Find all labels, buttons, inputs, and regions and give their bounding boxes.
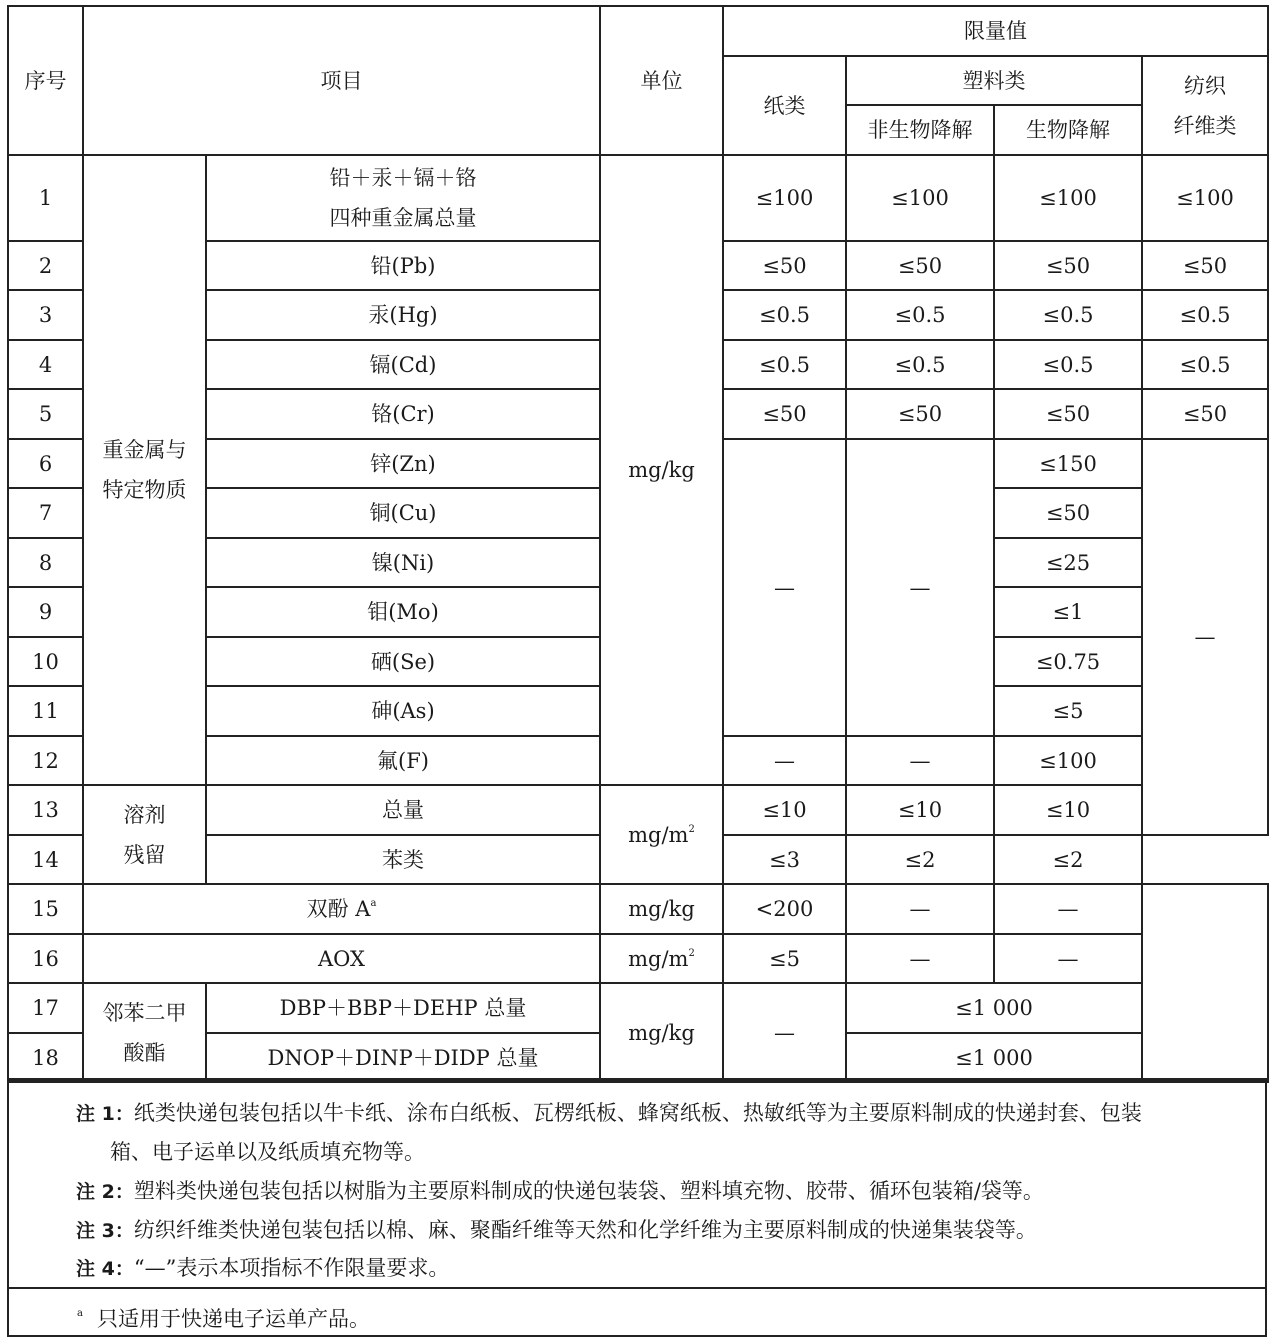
paper-value: ≤3	[723, 835, 846, 884]
non-bio-value: ≤100	[846, 155, 994, 241]
paper-value: <200	[723, 884, 846, 934]
bio-value: —	[994, 934, 1142, 983]
header-biodegradable: 生物降解	[994, 105, 1142, 155]
item-name: 镉(Cd)	[206, 340, 600, 389]
non-bio-value: ≤50	[846, 389, 994, 439]
note-2: 注 2：塑料类快递包装包括以树脂为主要原料制成的快递包装袋、塑料填充物、胶带、循环包装箱/袋等。	[76, 1179, 1044, 1203]
unit-cell: mg/kg	[600, 983, 723, 1082]
row-number: 4	[8, 340, 83, 389]
row-number: 3	[8, 290, 83, 340]
non-bio-value: —	[846, 736, 994, 785]
row-number: 14	[8, 835, 83, 884]
footnote-divider	[9, 1287, 1265, 1289]
item-name: 双酚 $A^a$	[83, 884, 600, 934]
group-heavy-metals: 重金属与 特定物质	[83, 155, 206, 785]
item-name: DBP＋BBP＋DEHP 总量	[206, 983, 600, 1033]
textile-value: ≤100	[1142, 155, 1268, 241]
paper-value: —	[723, 439, 846, 736]
paper-value: ≤5	[723, 934, 846, 983]
header-plastic: 塑料类	[846, 56, 1142, 105]
item-name: 铅＋汞＋镉＋铬 四种重金属总量	[206, 155, 600, 241]
bio-value: ≤0.5	[994, 340, 1142, 389]
textile-value: ≤50	[1142, 389, 1268, 439]
unit-cell: $mg/m^2$	[600, 934, 723, 983]
item-name: DNOP＋DINP＋DIDP 总量	[206, 1033, 600, 1082]
paper-value: —	[723, 736, 846, 785]
plastic-value: ≤1 000	[846, 1033, 1142, 1082]
table-row	[8, 155, 1268, 241]
item-name: 氟(F)	[206, 736, 600, 785]
header-paper: 纸类	[723, 56, 846, 155]
row-number: 17	[8, 983, 83, 1033]
bio-value: ≤10	[994, 785, 1142, 835]
non-bio-value: ≤10	[846, 785, 994, 835]
header-limit: 限量值	[723, 6, 1268, 56]
bio-value: ≤100	[994, 155, 1142, 241]
table-row	[8, 983, 1268, 1033]
bio-value: ≤1	[994, 587, 1142, 637]
table-row	[8, 785, 1268, 835]
non-bio-value: ≤2	[846, 835, 994, 884]
row-number: 11	[8, 686, 83, 736]
item-name: 汞(Hg)	[206, 290, 600, 340]
textile-value: ≤0.5	[1142, 340, 1268, 389]
unit-cell: mg/kg	[600, 884, 723, 934]
item-name: 钼(Mo)	[206, 587, 600, 637]
row-number: 18	[8, 1033, 83, 1082]
paper-value: ≤50	[723, 389, 846, 439]
textile-value: —	[1142, 439, 1268, 835]
bio-value: ≤5	[994, 686, 1142, 736]
item-name: 硒(Se)	[206, 637, 600, 686]
row-number: 12	[8, 736, 83, 785]
row-number: 8	[8, 538, 83, 587]
non-bio-value: ≤0.5	[846, 290, 994, 340]
textile-value-empty	[1142, 884, 1268, 1082]
textile-value: ≤0.5	[1142, 290, 1268, 340]
row-number: 6	[8, 439, 83, 488]
notes-section	[7, 1078, 1267, 1337]
row-number: 9	[8, 587, 83, 637]
row-number: 13	[8, 785, 83, 835]
bio-value: ≤0.5	[994, 290, 1142, 340]
group-solvent-residue: 溶剂 残留	[83, 785, 206, 884]
item-name: 砷(As)	[206, 686, 600, 736]
textile-value: ≤50	[1142, 241, 1268, 290]
header-item: 项目	[83, 6, 600, 155]
paper-value: —	[723, 983, 846, 1082]
bio-value: —	[994, 884, 1142, 934]
table-row	[8, 884, 1268, 934]
item-name: 铅(Pb)	[206, 241, 600, 290]
row-number: 2	[8, 241, 83, 290]
paper-value: ≤10	[723, 785, 846, 835]
limit-value-table	[7, 5, 1269, 1083]
plastic-value: ≤1 000	[846, 983, 1142, 1033]
paper-value: ≤50	[723, 241, 846, 290]
row-number: 5	[8, 389, 83, 439]
non-bio-value: —	[846, 934, 994, 983]
bio-value: ≤2	[994, 835, 1142, 884]
note-1: 注 1：纸类快递包装包括以牛卡纸、涂布白纸板、瓦楞纸板、蜂窝纸板、热敏纸等为主要原料制成的快递封套、包装 箱、电子运单以及纸质填充物等。	[76, 1101, 1142, 1164]
bio-value: ≤100	[994, 736, 1142, 785]
header-unit: 单位	[600, 6, 723, 155]
group-phthalates: 邻苯二甲 酸酯	[83, 983, 206, 1082]
bio-value: ≤0.75	[994, 637, 1142, 686]
unit-cell: mg/kg	[600, 155, 723, 785]
paper-value: ≤0.5	[723, 340, 846, 389]
unit-cell: $mg/m^2$	[600, 785, 723, 884]
header-non-biodegradable: 非生物降解	[846, 105, 994, 155]
bio-value: ≤25	[994, 538, 1142, 587]
note-4: 注 4：“—”表示本项指标不作限量要求。	[76, 1256, 450, 1280]
non-bio-value: ≤0.5	[846, 340, 994, 389]
paper-value: ≤0.5	[723, 290, 846, 340]
item-name: 铬(Cr)	[206, 389, 600, 439]
item-name: 总量	[206, 785, 600, 835]
non-bio-value: —	[846, 439, 994, 736]
bio-value: ≤50	[994, 389, 1142, 439]
table-row	[8, 934, 1268, 983]
header-textile: 纺织 纤维类	[1142, 56, 1268, 155]
bio-value: ≤50	[994, 488, 1142, 538]
bio-value: ≤50	[994, 241, 1142, 290]
item-name: 锌(Zn)	[206, 439, 600, 488]
footnote: $^a$ 只适用于快递电子运单产品。	[77, 1307, 370, 1331]
standard-table-document	[7, 5, 1267, 1337]
item-name: 镍(Ni)	[206, 538, 600, 587]
paper-value: ≤100	[723, 155, 846, 241]
note-3: 注 3：纺织纤维类快递包装包括以棉、麻、聚酯纤维等天然和化学纤维为主要原料制成的快递集装袋等。	[76, 1218, 1037, 1242]
row-number: 10	[8, 637, 83, 686]
non-bio-value: —	[846, 884, 994, 934]
item-name: 铜(Cu)	[206, 488, 600, 538]
item-name: 苯类	[206, 835, 600, 884]
non-bio-value: ≤50	[846, 241, 994, 290]
item-name: AOX	[83, 934, 600, 983]
row-number: 16	[8, 934, 83, 983]
bio-value: ≤150	[994, 439, 1142, 488]
row-number: 7	[8, 488, 83, 538]
row-number: 1	[8, 155, 83, 241]
row-number: 15	[8, 884, 83, 934]
header-seq: 序号	[8, 6, 83, 155]
